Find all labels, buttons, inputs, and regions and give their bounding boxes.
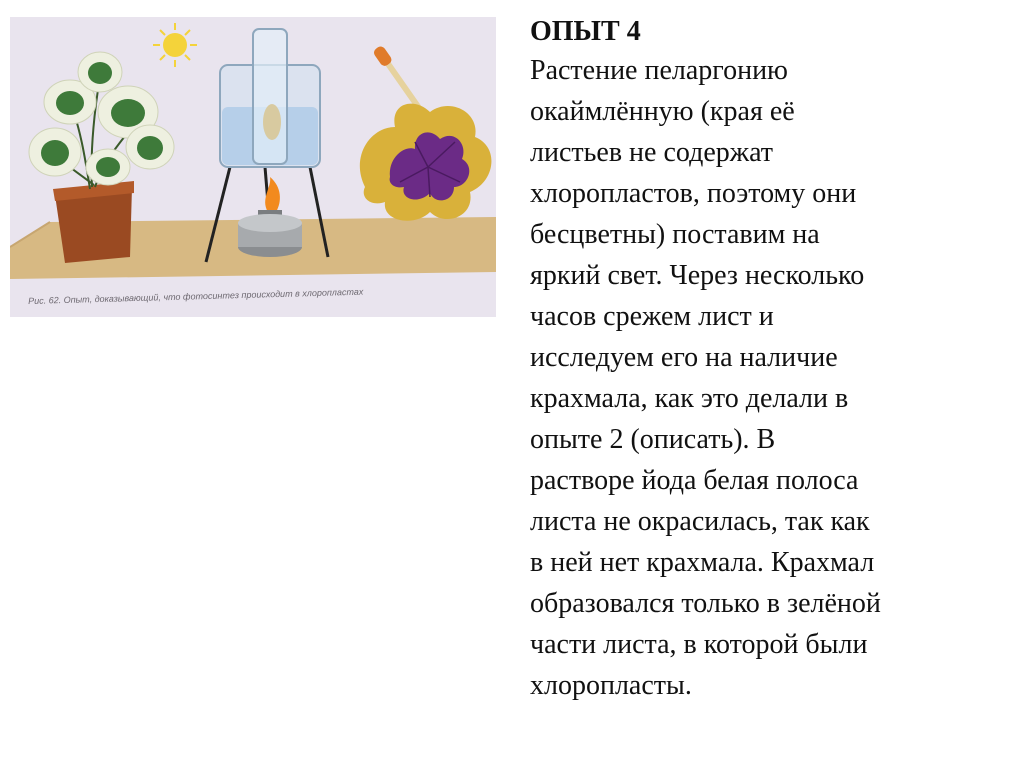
experiment-text <box>530 14 1000 706</box>
description-line: окаймлённую (края её <box>530 96 795 127</box>
experiment-heading: ОПЫТ 4 <box>530 16 641 47</box>
description-line: яркий свет. Через несколько <box>530 260 865 291</box>
description-line: листьев не содержат <box>530 137 774 168</box>
description-line: опыте 2 (описать). В <box>530 424 776 455</box>
experiment-description <box>530 50 1000 706</box>
description-line: исследуем его на наличие <box>530 342 838 373</box>
description-line: листа не окрасилась, так как <box>530 506 870 537</box>
experiment-illustration <box>10 17 496 317</box>
description-line: образовался только в зелёной <box>530 588 881 619</box>
description-line: крахмала, как это делали в <box>530 383 849 414</box>
description-line: Растение пеларгонию <box>530 55 788 86</box>
figure-caption: Рис. 62. Опыт, доказывающий, что фотосинтез происходит в хлоропластах <box>28 286 364 306</box>
sun-icon <box>153 23 197 67</box>
description-line: хлоропласты. <box>530 670 692 701</box>
description-line: в ней нет крахмала. Крахмал <box>530 547 875 578</box>
illustration-svg <box>10 17 496 317</box>
stained-leaf-icon <box>360 104 492 221</box>
description-line: часов срежем лист и <box>530 301 774 332</box>
description-line: растворе йода белая полоса <box>530 465 859 496</box>
description-line: части листа, в которой были <box>530 629 868 660</box>
description-line: хлоропластов, поэтому они <box>530 178 857 209</box>
description-line: бесцветны) поставим на <box>530 219 820 250</box>
